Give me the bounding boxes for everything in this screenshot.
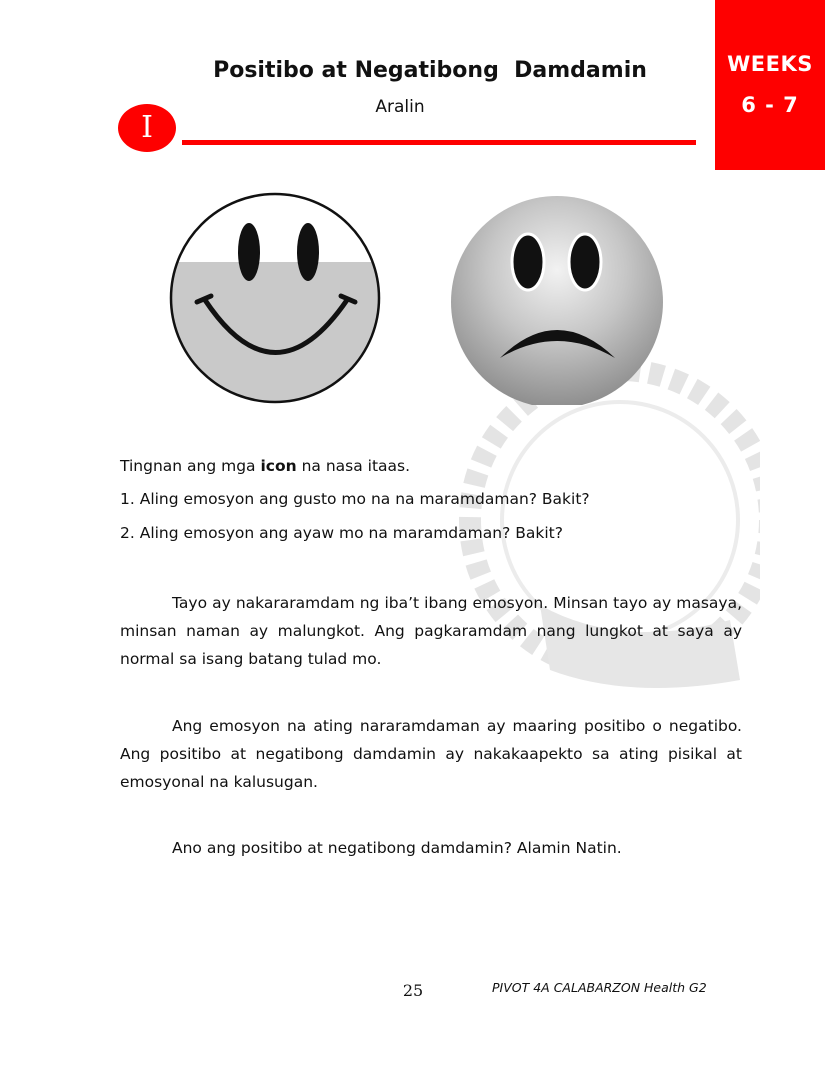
emotion-faces [165, 190, 675, 405]
intro-text-after: na nasa itaas. [296, 457, 411, 475]
question-1: 1. Aling emosyon ang gusto mo na na maramdaman? Bakit? [120, 490, 590, 508]
lesson-subtitle: Aralin [375, 97, 425, 117]
footer-source: PIVOT 4A CALABARZON Health G2 [492, 980, 707, 995]
frowning-face-icon [451, 196, 663, 405]
paragraph-question-text: Ano ang positibo at negatibong damdamin? Alamin Natin. [172, 839, 622, 857]
title-underline [182, 140, 696, 145]
intro-text-before: Tingnan ang mga [120, 457, 261, 475]
weeks-tab [715, 0, 825, 170]
section-badge: I [118, 104, 176, 152]
paragraph-emotions [120, 589, 742, 673]
question-2: 2. Aling emosyon ang ayaw mo na maramdaman? Bakit? [120, 524, 563, 542]
paragraph-positive-negative-text: Ang emosyon na ating nararamdaman ay maaring positibo o negatibo. Ang positibo at negatibong damdamin ay nakakaapekto sa ating pisikal at emosyonal na kalusugan. [120, 717, 742, 791]
page-title: Positibo at Negatibong Damdamin [213, 58, 647, 83]
paragraph-positive-negative [120, 712, 742, 796]
page-number: 25 [402, 981, 424, 1000]
intro-line [120, 452, 740, 480]
weeks-label: WEEKS [727, 52, 813, 76]
paragraph-emotions-text: Tayo ay nakararamdam ng iba’t ibang emosyon. Minsan tayo ay masaya, minsan naman ay malungkot. Ang pagkaramdam nang lungkot at saya ay normal sa isang batang tulad mo. [120, 594, 742, 668]
weeks-range: 6 - 7 [741, 93, 799, 117]
smiling-face-icon [165, 194, 385, 405]
intro-highlight: icon [260, 457, 297, 475]
paragraph-question [120, 834, 742, 862]
